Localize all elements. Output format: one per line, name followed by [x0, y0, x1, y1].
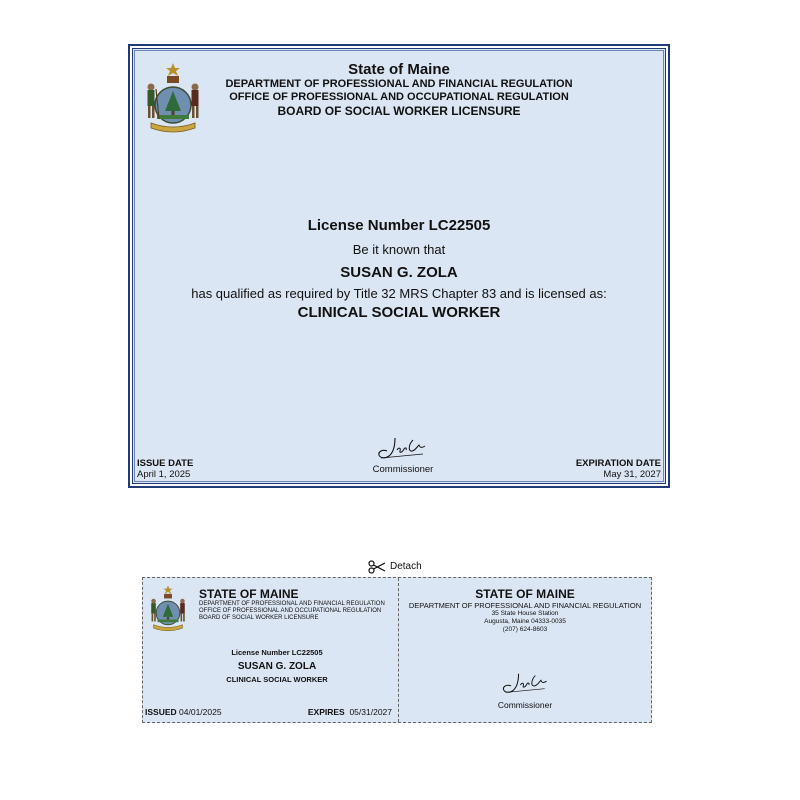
certificate-body [133, 217, 665, 322]
card-back-phone: (207) 624-8603 [502, 626, 548, 633]
card-expires-date [308, 707, 392, 717]
card-front-board: BOARD OF SOCIAL WORKER LICENSURE [199, 615, 319, 621]
card-front-office: OFFICE OF PROFESSIONAL AND OCCUPATIONAL REGULATION [199, 608, 382, 614]
certificate-office: OFFICE OF PROFESSIONAL AND OCCUPATIONAL REGULATION [229, 91, 569, 103]
commissioner-signature-block [353, 434, 453, 475]
license-type: CLINICAL SOCIAL WORKER [297, 304, 501, 321]
scissors-icon [368, 560, 386, 574]
state-seal-icon [148, 584, 188, 634]
detach-line [368, 560, 422, 574]
card-expires-value: 05/31/2027 [349, 707, 392, 717]
card-issued-value: 04/01/2025 [179, 707, 222, 717]
card-issued-date [145, 707, 222, 717]
card-front-department: DEPARTMENT OF PROFESSIONAL AND FINANCIAL REGULATION [199, 601, 385, 607]
certificate-department: DEPARTMENT OF PROFESSIONAL AND FINANCIAL REGULATION [225, 78, 573, 90]
license-number: License Number LC22505 [307, 217, 491, 234]
card-commissioner-label: Commissioner [497, 700, 553, 710]
commissioner-label: Commissioner [372, 464, 434, 475]
detach-label: Detach [390, 561, 422, 572]
expiration-date-label: EXPIRATION DATE [575, 458, 661, 469]
expiration-date-block [576, 458, 661, 480]
wallet-card-front [143, 578, 398, 722]
license-certificate [128, 44, 670, 488]
card-front-details [143, 648, 411, 685]
certificate-board: BOARD OF SOCIAL WORKER LICENSURE [277, 104, 521, 118]
wallet-card-back [399, 578, 651, 722]
certificate-state-title: State of Maine [348, 61, 450, 78]
card-front-header [199, 587, 385, 622]
expiration-date-value: May 31, 2027 [603, 469, 661, 480]
card-back-department: DEPARTMENT OF PROFESSIONAL AND FINANCIAL REGULATION [408, 601, 642, 610]
issue-date-block [137, 458, 193, 480]
issue-date-value: April 1, 2025 [137, 469, 191, 480]
issue-date-label: ISSUE DATE [137, 458, 194, 469]
known-text: Be it known that [352, 242, 446, 257]
card-license-type: CLINICAL SOCIAL WORKER [226, 675, 328, 684]
signature-icon [494, 670, 558, 698]
card-holder-name: SUSAN G. ZOLA [237, 661, 317, 672]
holder-name: SUSAN G. ZOLA [340, 264, 458, 281]
signature-icon [373, 434, 433, 464]
card-back-address-line2: Augusta, Maine 04333-0035 [484, 618, 566, 625]
card-license-number: License Number LC22505 [231, 648, 323, 657]
card-issued-label: ISSUED [145, 707, 177, 717]
card-back-address-line1: 35 State House Station [491, 610, 559, 617]
certificate-panel [132, 48, 666, 484]
card-front-state: STATE OF MAINE [199, 587, 299, 601]
qualification-text: has qualified as required by Title 32 MRS Chapter 83 and is licensed as: [191, 286, 607, 301]
certificate-header [133, 61, 665, 118]
card-back-state: STATE OF MAINE [475, 587, 575, 601]
wallet-card [142, 577, 652, 723]
card-expires-label: EXPIRES [307, 707, 345, 717]
